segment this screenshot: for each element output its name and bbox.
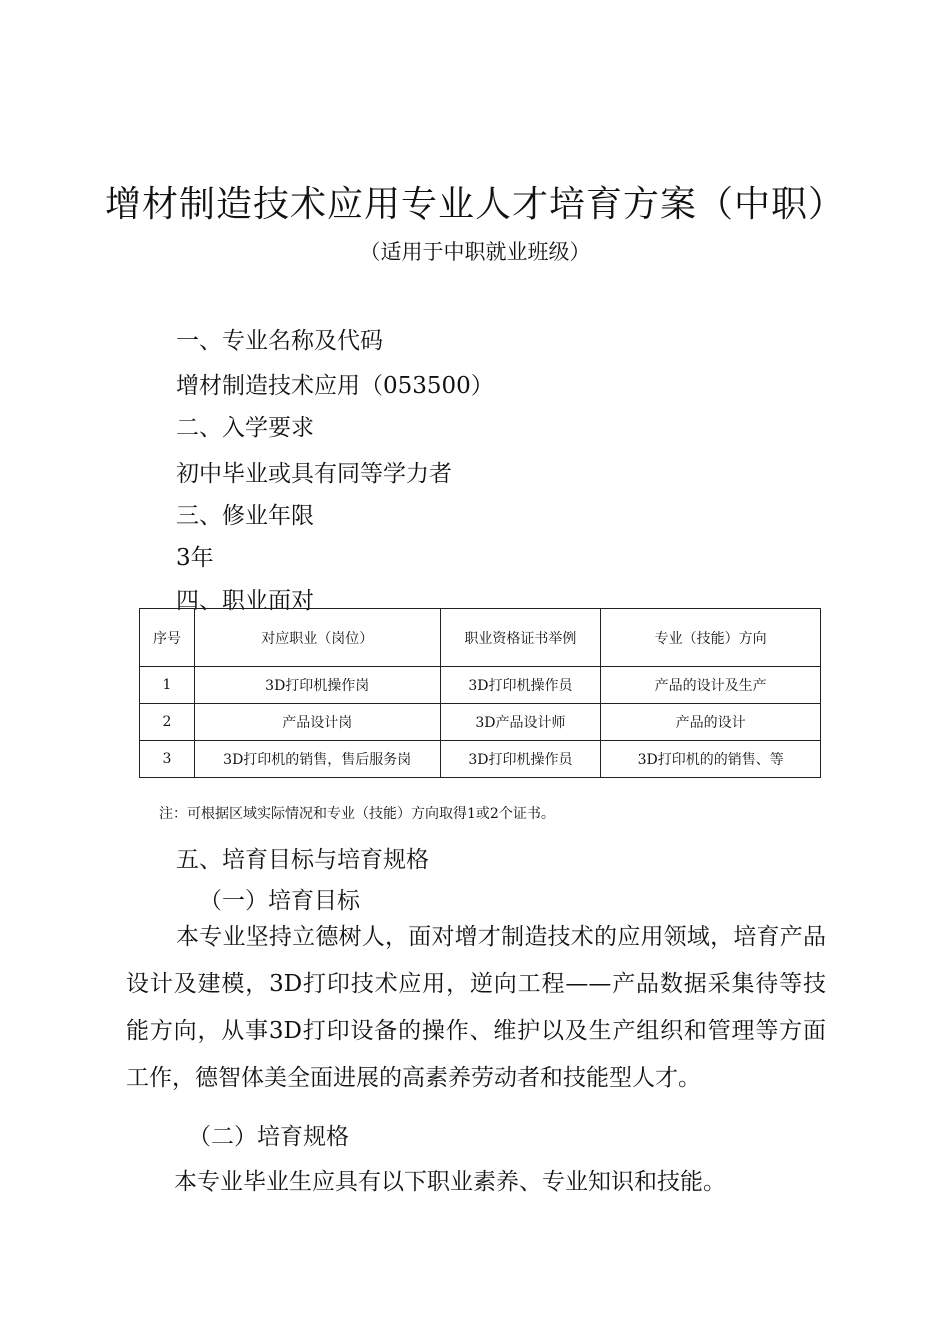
table-note: 注：可根据区域实际情况和专业（技能）方向取得1或2个证书。 — [159, 806, 555, 822]
cell-direction: 产品的设计及生产 — [601, 667, 821, 704]
goals-paragraph — [126, 914, 826, 1102]
cell-index: 1 — [140, 667, 195, 704]
table-header-row — [140, 609, 821, 667]
cell-direction: 3D打印机的的销售、等 — [601, 741, 821, 778]
header-index: 序号 — [140, 609, 195, 667]
section-5-heading: 五、培育目标与培育规格 — [176, 847, 429, 873]
section-2-heading: 二、入学要求 — [176, 415, 314, 441]
goals-subheading-2: （二）培育规格 — [188, 1124, 349, 1150]
spec-paragraph: 本专业毕业生应具有以下职业素养、专业知识和技能。 — [174, 1169, 726, 1195]
section-1-heading: 一、专业名称及代码 — [176, 328, 383, 354]
section-3-heading: 三、修业年限 — [176, 503, 314, 529]
table-row — [140, 741, 821, 778]
header-direction: 专业（技能）方向 — [601, 609, 821, 667]
header-certificate: 职业资格证书举例 — [440, 609, 601, 667]
cell-index: 2 — [140, 704, 195, 741]
cell-occupation: 3D打印机操作岗 — [194, 667, 440, 704]
goals-paragraph-text: 本专业坚持立德树人，面对增才制造技术的应用领域，培育产品设计及建模，3D打印技术应用，逆向工程——产品数据采集待等技能方向，从事3D打印设备的操作、维护以及生产组织和管理等方面工作，德智体美全面进展的高素养劳动者和技能型人才。 — [126, 924, 826, 1091]
cell-occupation: 产品设计岗 — [194, 704, 440, 741]
cell-occupation: 3D打印机的销售，售后服务岗 — [194, 741, 440, 778]
career-table — [139, 608, 821, 778]
cell-index: 3 — [140, 741, 195, 778]
document-title: 增材制造技术应用专业人才培育方案（中职） — [104, 184, 845, 225]
table-row — [140, 667, 821, 704]
goals-subheading-1: （一）培育目标 — [199, 888, 360, 914]
table-row — [140, 704, 821, 741]
document-subtitle: （适用于中职就业班级） — [359, 240, 591, 264]
cell-certificate: 3D打印机操作员 — [440, 741, 601, 778]
cell-certificate: 3D产品设计师 — [440, 704, 601, 741]
cell-certificate: 3D打印机操作员 — [440, 667, 601, 704]
section-2-body: 初中毕业或具有同等学力者 — [176, 461, 452, 487]
cell-direction: 产品的设计 — [601, 704, 821, 741]
section-3-body: 3年 — [176, 545, 214, 571]
section-1-body: 增材制造技术应用（053500） — [176, 373, 494, 399]
header-occupation: 对应职业（岗位） — [194, 609, 440, 667]
section-4-heading: 四、职业面对 — [176, 588, 314, 614]
